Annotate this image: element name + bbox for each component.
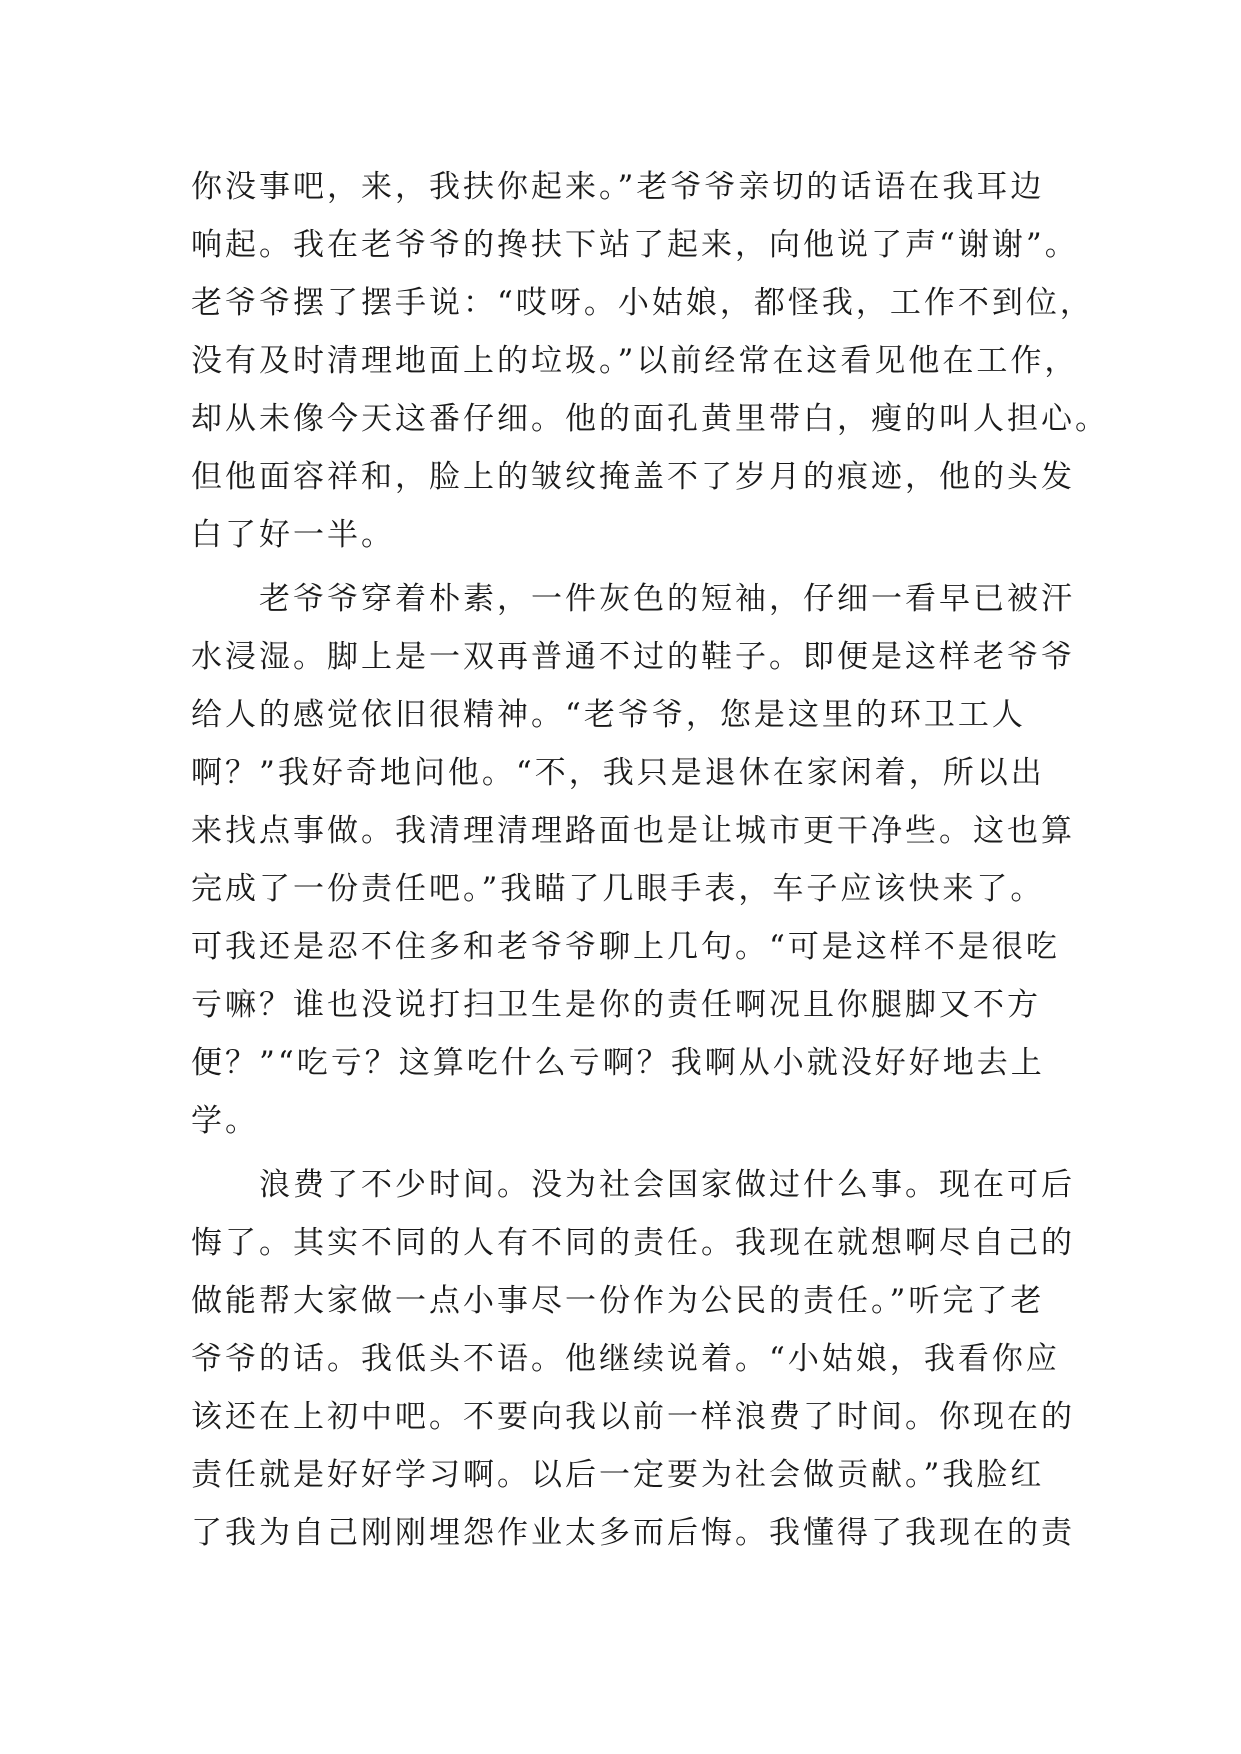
body-text [191, 158, 1109, 1562]
text-line: 但他面容祥和，脸上的皱纹掩盖不了岁月的痕迹，他的头发 [191, 459, 1075, 495]
text-line: 该还在上初中吧。不要向我以前一样浪费了时间。你现在的 [191, 1399, 1075, 1435]
paragraph-1 [191, 158, 1109, 564]
text-line: 可我还是忍不住多和老爷爷聊上几句。“可是这样不是很吃 [191, 929, 1060, 965]
text-line: 给人的感觉依旧很精神。“老爷爷，您是这里的环卫工人 [191, 697, 1026, 733]
text-line: 完成了一份责任吧。”我瞄了几眼手表，车子应该快来了。 [191, 871, 1045, 907]
text-line: 浪费了不少时间。没为社会国家做过什么事。现在可后 [191, 1167, 1075, 1203]
text-line: 亏嘛？谁也没说打扫卫生是你的责任啊况且你腿脚又不方 [191, 987, 1041, 1023]
paragraph-3 [191, 1156, 1075, 1562]
text-line: 责任就是好好学习啊。以后一定要为社会做贡献。”我脸红 [191, 1457, 1045, 1493]
paragraph-2 [191, 570, 1075, 1150]
text-line: 老爷爷摆了摆手说：“哎呀。小姑娘，都怪我，工作不到位， [191, 285, 1094, 321]
text-line: 爷爷的话。我低头不语。他继续说着。“小姑娘，我看你应 [191, 1341, 1060, 1377]
text-line: 啊？”我好奇地问他。“不，我只是退休在家闲着，所以出 [191, 755, 1045, 791]
text-line: 来找点事做。我清理清理路面也是让城市更干净些。这也算 [191, 813, 1075, 849]
text-line: 老爷爷穿着朴素，一件灰色的短袖，仔细一看早已被汗 [191, 581, 1075, 617]
text-line: 响起。我在老爷爷的搀扶下站了起来，向他说了声“谢谢”。 [191, 227, 1079, 263]
text-line: 没有及时清理地面上的垃圾。”以前经常在这看见他在工作， [191, 343, 1079, 379]
text-line: 学。 [191, 1103, 259, 1139]
text-line: 白了好一半。 [191, 517, 395, 553]
text-line: 便？”“吃亏？这算吃什么亏啊？我啊从小就没好好地去上 [191, 1045, 1045, 1081]
text-line: 却从未像今天这番仔细。他的面孔黄里带白，瘦的叫人担心。 [191, 401, 1109, 437]
text-line: 悔了。其实不同的人有不同的责任。我现在就想啊尽自己的 [191, 1225, 1075, 1261]
text-line: 了我为自己刚刚埋怨作业太多而后悔。我懂得了我现在的责 [191, 1515, 1075, 1551]
text-line: 做能帮大家做一点小事尽一份作为公民的责任。”听完了老 [191, 1283, 1045, 1319]
text-line: 水浸湿。脚上是一双再普通不过的鞋子。即便是这样老爷爷 [191, 639, 1075, 675]
text-line: 你没事吧，来，我扶你起来。”老爷爷亲切的话语在我耳边 [191, 169, 1045, 205]
